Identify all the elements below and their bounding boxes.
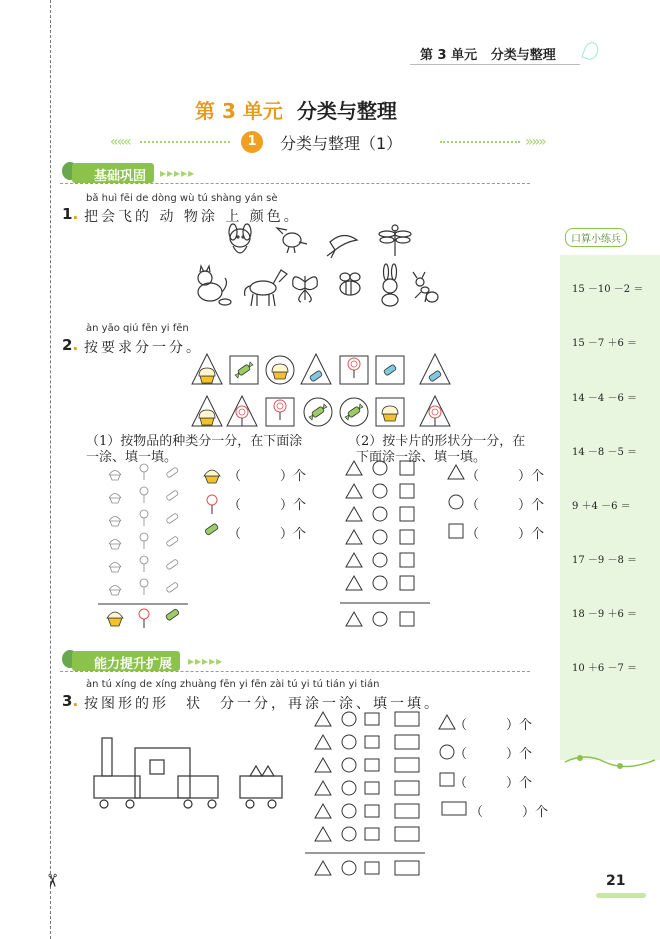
sidebar-equation: 9 ＋4 －6 ＝	[572, 501, 631, 512]
card-triangle-candy	[301, 354, 331, 384]
card-triangle-lollipop	[227, 396, 257, 426]
part2-fill-icons	[447, 462, 467, 542]
q2-number: 2.	[62, 336, 79, 354]
q1-number: 1.	[62, 205, 79, 223]
sidebar-title: 口算小练兵	[565, 228, 627, 247]
dog-icon	[229, 224, 251, 253]
part1-fill-1[interactable]: （ ）个	[228, 469, 307, 484]
q3-number: 3.	[62, 692, 79, 710]
q2-part2-line1: （2）按卡片的形状分一分，在	[348, 434, 526, 449]
bee-icon	[340, 273, 360, 295]
section-rule-2	[60, 671, 530, 672]
card-square-candy	[230, 356, 258, 384]
q3-fill-3[interactable]: （ ）个	[454, 776, 533, 791]
card-triangle-cupcake	[192, 354, 222, 384]
card-square-cupcake	[376, 398, 404, 426]
q2-part2-columns	[340, 458, 430, 633]
card-triangle-candy-2	[420, 354, 450, 384]
q2-pinyin: àn yāo qiú fēn yi fēn	[86, 323, 189, 334]
train-drawing	[90, 730, 300, 815]
q3-text: 按图形的形 状 分一分，再涂一涂、填一填。	[84, 696, 441, 712]
q3-pinyin: àn tú xíng de xíng zhuàng fēn yi fēn zài tú yi tú tián yi tián	[86, 679, 380, 690]
section-basic-tag: 基础巩固	[72, 163, 154, 183]
butterfly-icon	[293, 276, 318, 302]
vine-decoration-icon	[560, 752, 660, 772]
swallow-icon	[327, 235, 357, 258]
card-circle-candy-2	[340, 398, 368, 426]
chevron-left-icon: «««	[110, 134, 130, 150]
rabbit-icon	[382, 264, 398, 306]
sidebar-equation: 10 ＋6 －7 ＝	[572, 663, 637, 674]
q1-text: 把会飞的 动 物涂 上 颜色。	[84, 209, 301, 225]
scissors-icon: ✂	[41, 872, 63, 889]
lollipop-column	[140, 464, 148, 595]
cat-icon	[198, 266, 231, 305]
part2-fill-2[interactable]: （ ）个	[466, 498, 545, 513]
q2-cards	[190, 352, 460, 432]
part1-fill-icons	[200, 462, 230, 542]
card-circle-cupcake	[266, 356, 294, 384]
page-number: 21	[606, 873, 626, 889]
cut-line	[50, 0, 51, 939]
ant-icon	[413, 272, 438, 302]
q2-part1-line2: 一涂、填一填。	[86, 450, 178, 465]
part1-legend-icons	[107, 609, 179, 628]
card-circle-candy	[304, 398, 332, 426]
card-triangle-lollipop-2	[420, 396, 450, 426]
sidebar-equation: 15 －10 －2 ＝	[572, 284, 644, 295]
card-square-candy-2	[376, 356, 404, 384]
chevron-right-icon: »»»	[525, 134, 545, 150]
page-number-bar	[596, 893, 646, 898]
sidebar-equation: 14 －4 －6 ＝	[572, 393, 637, 404]
horse-icon	[245, 270, 287, 306]
q3-fill-4[interactable]: （ ）个	[470, 805, 549, 820]
arrow-decor-icon: ▸▸▸▸▸	[160, 166, 196, 180]
section-advanced-tag: 能力提升扩展	[72, 651, 180, 671]
part1-fill-2[interactable]: （ ）个	[228, 498, 307, 513]
sidebar-equation: 14 －8 －5 ＝	[572, 447, 637, 458]
leaf-icon	[581, 40, 600, 62]
q3-shape-columns	[305, 710, 430, 880]
q2-part1-line1: （1）按物品的种类分一分，在下面涂	[86, 434, 303, 449]
q2-text: 按要求分一分。	[84, 340, 203, 356]
part2-fill-1[interactable]: （ ）个	[466, 469, 545, 484]
sidebar-equation: 18 －9 ＋6 ＝	[572, 609, 637, 620]
sidebar-equation: 17 －9 －8 ＝	[572, 555, 637, 566]
dragonfly-icon	[379, 225, 411, 256]
q2-part2-line2: 下面涂一涂、填一填。	[356, 450, 487, 465]
arrow-decor-icon-2: ▸▸▸▸▸	[188, 654, 224, 668]
lesson-title: 分类与整理（1）	[280, 134, 403, 153]
candy-column	[166, 467, 179, 593]
page-title: 第 3 单元 分类与整理	[195, 99, 397, 123]
part2-fill-3[interactable]: （ ）个	[466, 527, 545, 542]
card-square-lollipop-2	[266, 398, 294, 426]
cupcake-column	[109, 471, 121, 596]
sidebar-equation: 15 －7 ＋6 ＝	[572, 338, 637, 349]
bird-icon	[277, 228, 307, 253]
q2-part1-columns	[98, 460, 188, 630]
card-square-lollipop	[340, 356, 368, 384]
q3-fill-2[interactable]: （ ）个	[454, 747, 533, 762]
animal-drawings	[195, 220, 445, 310]
q1-pinyin: bǎ huì fēi de dòng wù tú shàng yán sè	[86, 193, 278, 204]
header-rule	[410, 64, 580, 65]
q3-fill-1[interactable]: （ ）个	[454, 718, 533, 733]
part1-fill-3[interactable]: （ ）个	[228, 527, 307, 542]
section-rule	[60, 183, 530, 184]
card-triangle-cupcake-2	[192, 396, 222, 426]
running-header: 第 3 单元 分类与整理	[420, 48, 556, 63]
lesson-number-badge: 1	[241, 131, 263, 153]
